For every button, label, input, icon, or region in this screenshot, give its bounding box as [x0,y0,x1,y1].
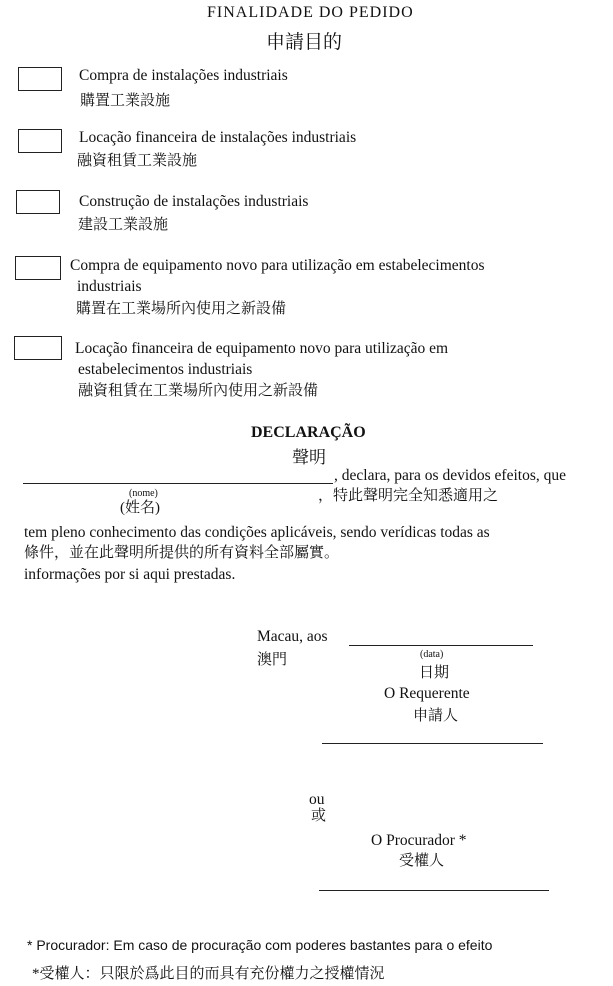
option-label-pt: Compra de equipamento novo para utilização em estabelecimentos [70,257,485,274]
or-label-zh: 或 [311,808,327,824]
attorney-signature-line[interactable] [319,890,549,891]
date-field-label-zh: 日期 [419,665,450,681]
footnote-text: * Procurador: Em caso de procuração com poderes bastantes para o efeito [27,937,493,953]
requester-signature-line[interactable] [322,743,543,744]
declaration-title-zh: 聲明 [292,448,326,467]
name-field-label-zh: (姓名) [120,500,160,516]
option-label-pt: Locação financeira de equipamento novo para utilização em [75,340,449,357]
declaration-text-pt: tem pleno conhecimento das condições aplicáveis, sendo verídicas todas as [24,524,490,541]
option-label-zh: 購置工業設施 [80,93,171,109]
checkbox-purchase-facilities[interactable] [18,67,62,91]
requester-label: O Requerente [384,685,470,702]
date-input-line[interactable] [349,645,533,646]
option-label-zh: 融資租賃工業設施 [77,153,198,169]
form-section-title-zh: 申請目的 [266,32,343,53]
place-label-zh: 澳門 [257,652,288,668]
or-label: ou [309,791,325,808]
place-label: Macau, aos [257,628,328,645]
option-label-pt: Compra de instalações industriais [79,67,288,84]
option-label-zh: 融資租賃在工業場所內使用之新設備 [78,383,319,399]
checkbox-leasing-equipment[interactable] [14,336,62,360]
declaration-title: DECLARAÇÃO [251,424,366,441]
declaration-text-pt: informações por si aqui prestadas. [24,566,236,583]
option-label-pt: Construção de instalações industriais [79,193,309,210]
option-label-pt-cont: estabelecimentos industriais [78,361,253,378]
declaration-text-zh: 條件，並在此聲明所提供的所有資料全部屬實。 [24,545,340,561]
declaration-text-pt: , declara, para os devidos efeitos, que [334,467,566,484]
checkbox-leasing-facilities[interactable] [18,129,62,153]
name-field-label: (nome) [129,488,158,499]
option-label-pt: Locação financeira de instalações industriais [79,129,357,146]
option-label-zh: 建設工業設施 [78,217,169,233]
footnote-text-zh: *受權人：只限於爲此目的而具有充份權力之授權情況 [32,966,385,982]
option-label-zh: 購置在工業場所內使用之新設備 [76,301,287,317]
declaration-text-zh: ，特此聲明完全知悉適用之 [318,488,499,504]
requester-label-zh: 申請人 [413,708,459,724]
option-label-pt-cont: industriais [77,278,142,295]
date-field-label: (data) [420,649,444,660]
checkbox-purchase-equipment[interactable] [15,256,61,280]
form-section-title: FINALIDADE DO PEDIDO [207,4,414,21]
attorney-label-zh: 受權人 [399,853,445,869]
checkbox-construction-facilities[interactable] [16,190,60,214]
attorney-label: O Procurador * [371,832,467,849]
name-input-line[interactable] [23,483,333,484]
